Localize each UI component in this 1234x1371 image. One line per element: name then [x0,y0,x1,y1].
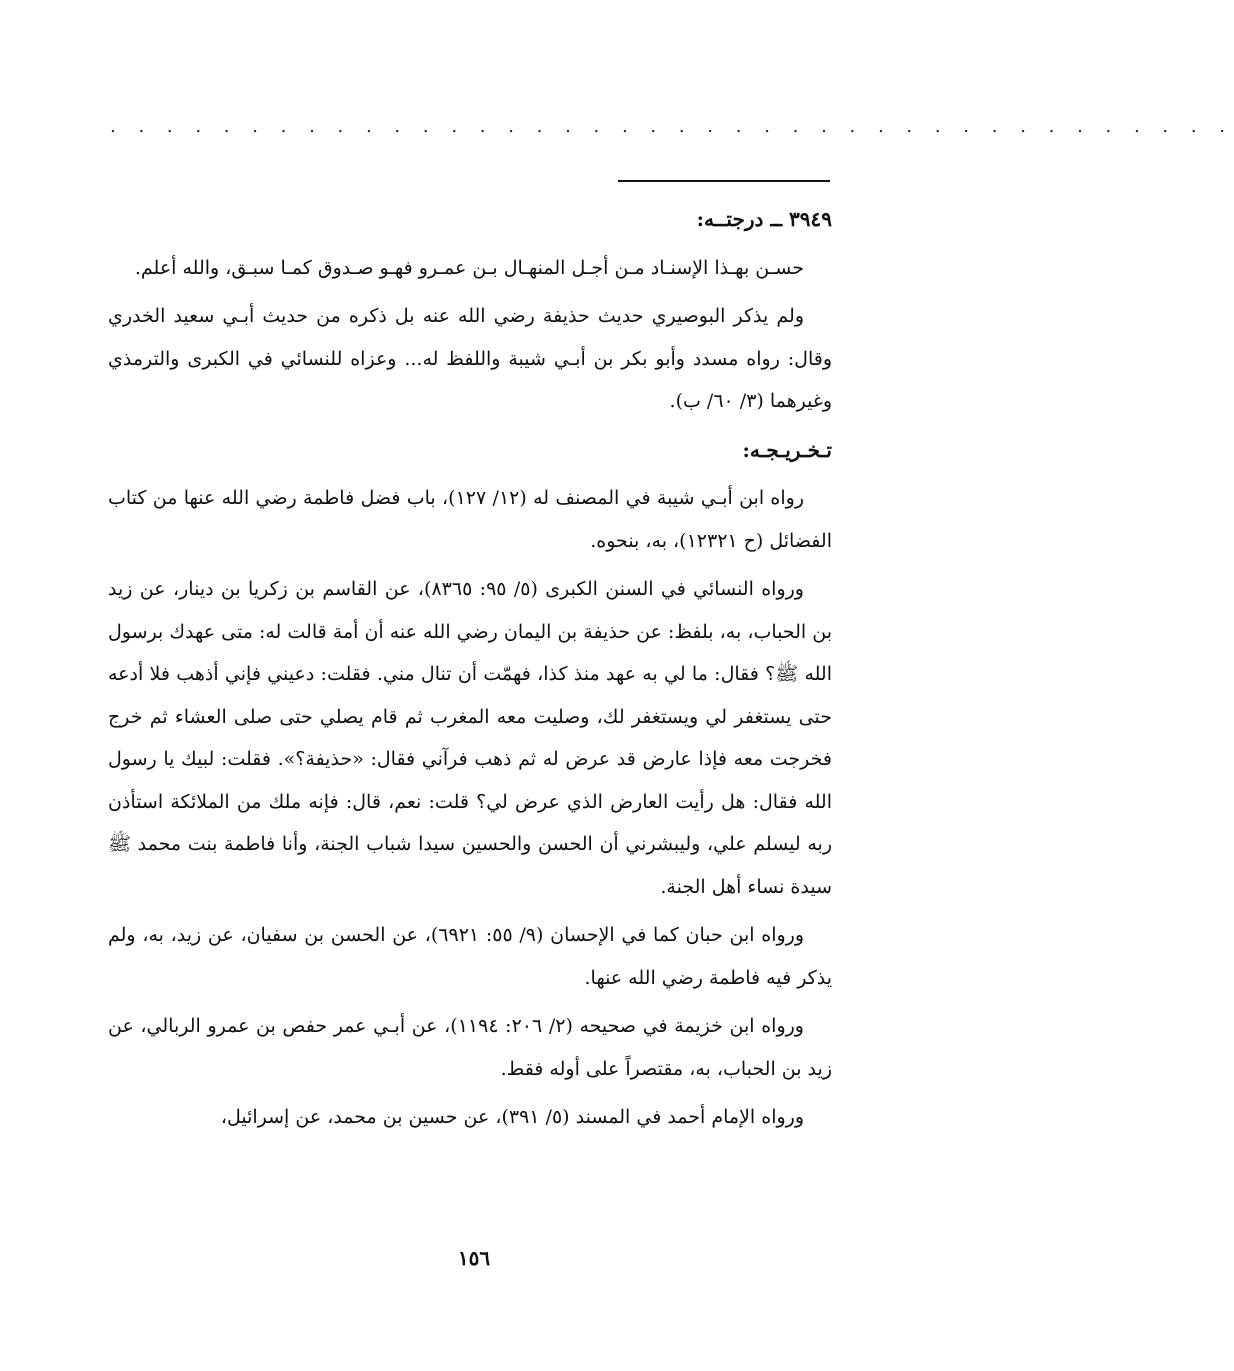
takhrij-paragraph-5: ورواه الإمام أحمد في المسند (٥/ ٣٩١)، عن حسين بن محمد، عن إسرائيل، [220,1106,804,1128]
page-body [108,198,832,1145]
takhrij-heading: تـخـريـجـه: [742,437,832,462]
page-number: ١٥٦ [457,1246,491,1270]
grade-paragraph: حسـن بهـذا الإسنـاد مـن أجـل المنهـال بـن عمـرو فهـو صـدوق كمـا سبـق، والله أعلم. [134,256,804,279]
hadith-grade-heading: ٣٩٤٩ ــ درجتــه: [696,207,832,231]
takhrij-paragraph-1: رواه ابن أبـي شيبة في المصنف له (١٢/ ١٢٧)، باب فضل فاطمة رضي الله عنها من كتاب الفضائل (ح ١٢٣٢١)، به، بنحوه. [108,487,832,552]
takhrij-paragraph-3: ورواه ابن حبان كما في الإحسان (٩/ ٥٥: ٦٩٢١)، عن الحسن بن سفيان، عن زيد، به، ولم يذكر فيه فاطمة رضي الله عنها. [108,924,832,989]
takhrij-paragraph-4: ورواه ابن خزيمة في صحيحه (٢/ ٢٠٦: ١١٩٤)، عن أبـي عمر حفص بن عمرو الربالي، عن زيد بن الحباب، به، مقتصراً على أوله فقط. [108,1015,832,1080]
heading-rule [618,180,830,182]
takhrij-paragraph-2: ورواه النسائي في السنن الكبرى (٥/ ٩٥: ٨٣٦٥)، عن القاسم بن زكريا بن دينار، عن زيد بن الحباب، به، بلفظ: عن حذيفة بن اليمان رضي الله عنه أن أمة قالت له: متى عهدك برسول الله ﷺ؟ فقال: ما لي به عهد منذ كذا، فهمّت أن تنال مني. فقلت: دعيني فإني أذهب فلا أدعه حتى يستغفر لي ويستغفر لك، وصليت معه المغرب ثم قام يصلي حتى صلى العشاء ثم خرج فخرجت معه فإذا عارض قد عرض له ثم ذهب فرآني فقال: «حذيفة؟». فقلت: لبيك يا رسول الله فقال: هل رأيت العارض الذي عرض لي؟ قلت: نعم، قال: فإنه ملك من الملائكة استأذن ربه ليسلم علي، وليبشرني أن الحسن والحسين سيدا شباب الجنة، وأنا فاطمة بنت محمد ﷺ سيدة نساء أهل الجنة. [108,578,832,898]
footnote-separator-dots: . . . . . . . . . . . . . . . . . . . . . . . . . . . . . . . . . . . . . . . . [110,116,1234,137]
busiri-paragraph: ولم يذكر البوصيري حديث حذيفة رضي الله عنه بل ذكره من حديث أبـي سعيد الخدري وقال: رواه مسدد وأبو بكر بن أبـي شيبة واللفظ له... وعزاه للنسائي في الكبرى والترمذي وغيرهما (٣/ ٦٠/ ب). [108,305,832,412]
